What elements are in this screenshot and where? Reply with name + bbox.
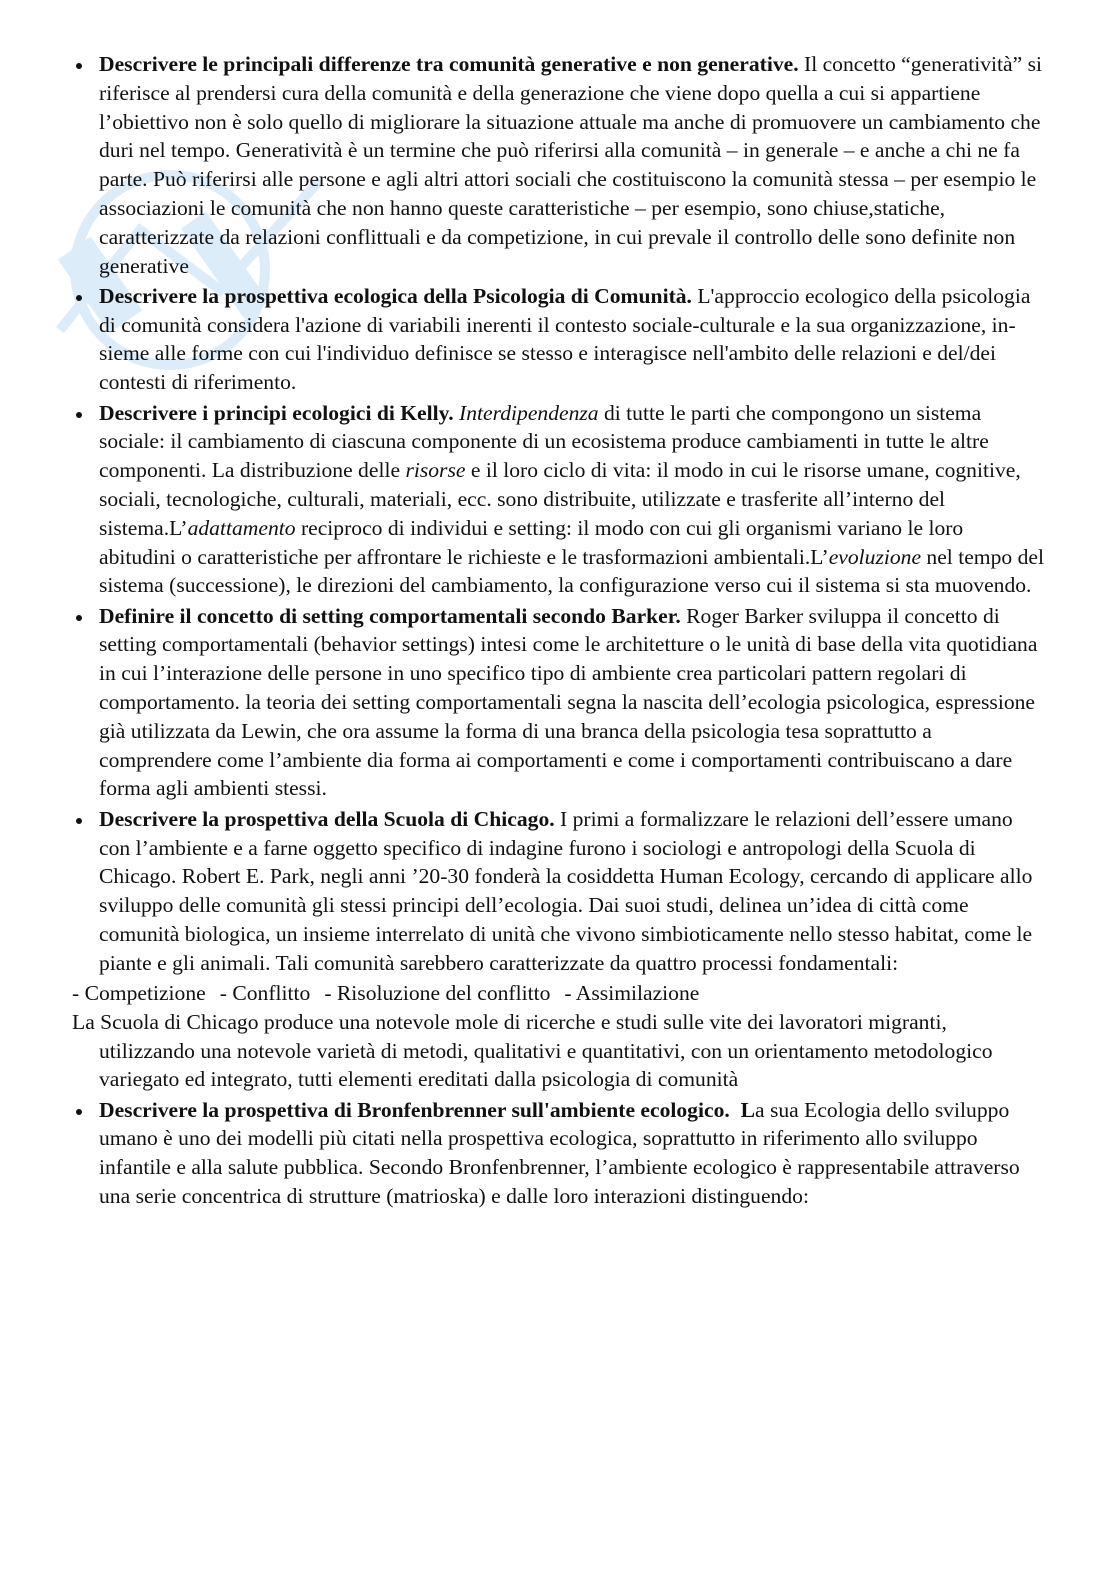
answer-text: di tutte le parti che compongono un sistema sociale: il cambiamento di ciascuna componente di un ecosistema produce cambiamenti in tutte le altre componenti. La distribuzione delle	[99, 400, 989, 483]
answer-text: e il loro ciclo di vita: il modo in cui le risorse umane, cognitive, sociali, tecnologiche, culturali, materiali, ecc. sono distribuite, utilizzate e trasferite all’interno del sistema.L’	[99, 458, 1021, 540]
process-item: - Risoluzione del conflitto	[324, 981, 551, 1005]
answer-text: nel tempo del sistema (successione), le direzioni del cambiamento, la configurazione verso cui il sistema si sta muovendo.	[99, 544, 1044, 598]
list-item-generative-communities	[72, 50, 1044, 280]
process-item: - Assimilazione	[564, 981, 700, 1005]
answer-text: I primi a formalizzare le relazioni dell’essere umano con l’ambiente e a farne oggetto specifico di indagine furono i sociologi e antropologi della Scuola di Chicago. Robert E. Park, negli anni ’20-30 fonderà la cosiddetta Human Ecology, cercando di applicare allo sviluppo delle comunità gli stessi principi dell’ecologia. Dai suoi studi, delinea un’idea di città come comunità biologica, un insieme interrelato di unità che vivono simbioticamente nello stesso habitat, come le piante e gli animali. Tali comunità sarebbero caratterizzate da quattro processi fondamentali:	[99, 806, 1033, 975]
term-evoluzione: evoluzione	[828, 544, 922, 569]
answer-text: Il concetto “generatività” si riferisce al prendersi cura della comunità e della generazione che viene dopo quella a cui si appartiene l’obiettivo non è solo quello di migliorare la situazione attuale ma anche di promuovere un cambiamento che duri nel tempo. Generatività è un termine che può riferirsi alla comunità – in generale – e anche a chi ne fa parte. Può riferirsi alle persone e agli altri attori sociali che costituiscono la comunità stessa – per esempio le associazioni le comunità che non hanno queste caratteristiche – per esempio, sono chiuse,statiche, caratterizzate da relazioni conflittuali e da competizione, in cui prevale il controllo delle sono definite non generative	[99, 52, 1043, 278]
list-item-chicago-school	[72, 805, 1044, 978]
question-heading: Descrivere la prospettiva di Bronfenbrenner sull'ambiente ecologico.	[99, 1097, 730, 1122]
answer-text: Roger Barker sviluppa il concetto di setting comportamentali (behavior settings) intesi come le architetture o le unità di base della vita quotidiana in cui l’interazione delle persone in uno specifico tipo di ambiente crea particolari pattern regolari di comportamento. la teoria dei setting comportamentali segna la nascita dell’ecologia psicologica, espressione già utilizzata da Lewin, che ora assume la forma di una branca della psicologia tesa soprattutto a comprendere come l’ambiente dia forma ai comportamenti e come i comportamenti contribuiscano a dare forma agli ambienti stessi.	[99, 603, 1038, 801]
list-item-barker-settings	[72, 602, 1044, 804]
question-heading: Descrivere la prospettiva ecologica della Psicologia di Comunità.	[99, 283, 692, 308]
processes-line	[72, 979, 1044, 1008]
process-item: - Competizione	[72, 981, 206, 1005]
question-heading: Descrivere la prospettiva della Scuola di Chicago.	[99, 806, 555, 831]
question-list	[72, 50, 1044, 978]
question-list-continued	[72, 1096, 1044, 1211]
answer-text: reciproco di individui e setting: il modo con cui gli organismi variano le loro abitudini o caratteristiche per affrontare le richieste e le trasformazioni ambientali.L’	[99, 515, 964, 569]
answer-text: a sua Ecologia dello sviluppo umano è uno dei modelli più citati nella prospettiva ecologica, soprattutto in riferimento allo sviluppo infantile e alla salute pubblica. Secondo Bronfenbrenner, l’ambiente ecologico è rappresentabile attraverso una serie concentrica di strutture (matrioska) e dalle loro interazioni distinguendo:	[99, 1097, 1020, 1209]
term-interdipendenza: Interdipendenza	[459, 400, 599, 425]
term-risorse: risorse	[405, 458, 466, 483]
question-heading: Descrivere le principali differenze tra comunità generative e non generative.	[99, 52, 799, 76]
answer-text: L'approccio ecologico della psicologia di comunità considera l'azione di variabili inerenti il contesto sociale-culturale e la sua organizzazione, in- sieme alle forme con cui l'individuo definisce se stesso e interagisce nell'ambito delle relazioni e del/dei contesti di riferimento.	[99, 283, 1031, 395]
chicago-paragraph: La Scuola di Chicago produce una notevole mole di ricerche e studi sulle vite dei lavoratori migranti, utilizzando una notevole varietà di metodi, qualitativi e quantitativi, con un orientamento metodologico variegato ed integrato, tutti elementi ereditati dalla psicologia di comunità	[72, 1009, 993, 1092]
term-adattamento: adattamento	[187, 515, 296, 540]
list-item-ecological-perspective	[72, 282, 1044, 397]
answer-initial: L	[729, 1097, 755, 1122]
document-body	[72, 50, 1044, 1212]
question-heading: Descrivere i principi ecologici di Kelly.	[99, 400, 454, 425]
list-item-kelly-principles	[72, 399, 1044, 601]
list-item-bronfenbrenner	[72, 1096, 1044, 1211]
process-item: - Conflitto	[219, 981, 311, 1005]
question-heading: Definire il concetto di setting comportamentali secondo Barker.	[99, 603, 681, 628]
